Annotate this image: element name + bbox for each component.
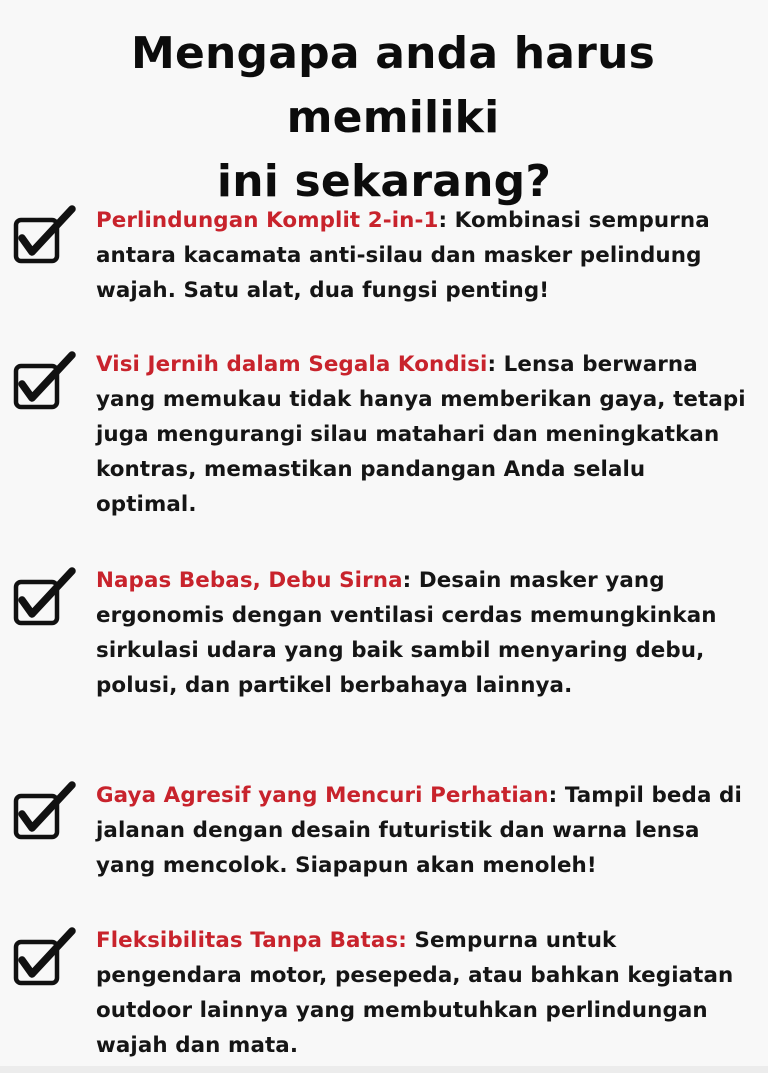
feature-body: Lensa berwarna yang memukau tidak hanya memberikan gaya, tetapi juga mengurangi silau matahari dan meningkatkan kontras, memastikan pandangan Anda selalu optimal. (96, 352, 746, 517)
feature-text (96, 923, 746, 1063)
checkbox-check-icon (12, 204, 78, 266)
feature-separator: : (487, 352, 504, 377)
page-title-line-2: ini sekarang? (216, 156, 552, 207)
feature-body: Tampil beda di jalanan dengan desain futuristik dan warna lensa yang mencolok. Siapapun akan menoleh! (96, 783, 742, 878)
feature-heading: Fleksibilitas Tanpa Batas: (96, 928, 407, 953)
feature-separator: : (402, 568, 419, 593)
page-title-line-1: Mengapa anda harus memiliki (131, 28, 655, 143)
feature-heading: Gaya Agresif yang Mencuri Perhatian (96, 783, 549, 808)
feature-text (96, 778, 746, 883)
feature-heading: Visi Jernih dalam Segala Kondisi (96, 352, 488, 377)
feature-text (96, 203, 746, 308)
checkbox-check-icon (12, 350, 78, 412)
page-title (0, 22, 768, 214)
feature-text (96, 563, 746, 703)
bottom-divider (0, 1066, 768, 1073)
feature-separator: : (548, 783, 565, 808)
feature-separator: : (438, 208, 455, 233)
feature-body: Kombinasi sempurna antara kacamata anti-silau dan masker pelindung wajah. Satu alat, dua fungsi penting! (96, 208, 710, 303)
checkbox-check-icon (12, 780, 78, 842)
checkbox-check-icon (12, 926, 78, 988)
feature-text (96, 347, 746, 522)
feature-body: Desain masker yang ergonomis dengan ventilasi cerdas memungkinkan sirkulasi udara yang baik sambil menyaring debu, polusi, dan partikel berbahaya lainnya. (96, 568, 717, 698)
feature-heading: Perlindungan Komplit 2-in-1 (96, 208, 439, 233)
feature-heading: Napas Bebas, Debu Sirna (96, 568, 403, 593)
checkbox-check-icon (12, 566, 78, 628)
feature-body: Sempurna untuk pengendara motor, pesepeda, atau bahkan kegiatan outdoor lainnya yang membutuhkan perlindungan wajah dan mata. (96, 928, 734, 1058)
